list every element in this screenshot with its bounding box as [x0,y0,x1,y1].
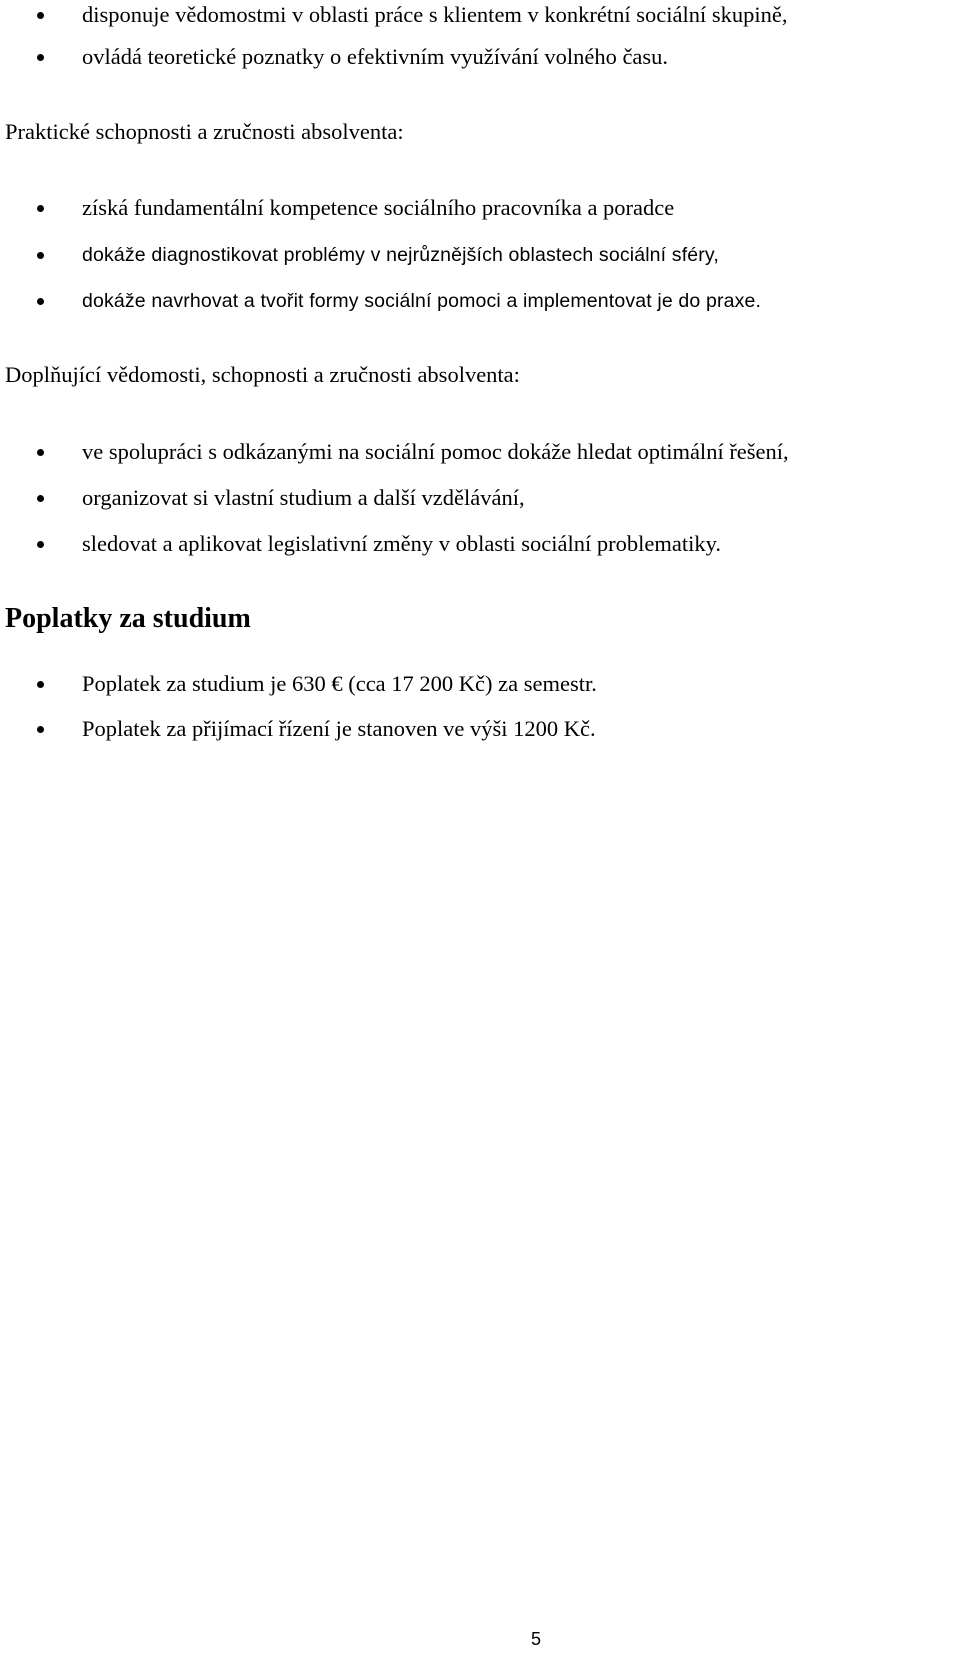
bullet-icon [37,54,44,61]
bullet-icon [37,252,44,259]
bullet-icon [37,449,44,456]
bullet-icon [37,12,44,19]
bullet-icon [37,726,44,733]
list-item-text: ve spolupráci s odkázanými na sociální pomoc dokáže hledat optimální řešení, [82,439,789,464]
bullet-icon [37,298,44,305]
bullet-icon [37,205,44,212]
additional-skills-intro: Doplňující vědomosti, schopnosti a zručnosti absolventa: [5,362,520,387]
list-item-text: sledovat a aplikovat legislativní změny v oblasti sociální problematiky. [82,531,722,556]
practical-skills-intro: Praktické schopnosti a zručnosti absolventa: [5,119,404,144]
list-item-text: disponuje vědomostmi v oblasti práce s klientem v konkrétní sociální skupině, [82,2,788,27]
bullet-icon [37,495,44,502]
fees-heading: Poplatky za studium [5,603,251,634]
page-number: 5 [530,1629,541,1649]
list-item-text: dokáže diagnostikovat problémy v nejrůznějších oblastech sociální sféry, [82,244,719,266]
list-item-text: dokáže navrhovat a tvořit formy sociální pomoci a implementovat je do praxe. [82,290,762,312]
list-item-text: Poplatek za studium je 630 € (cca 17 200 Kč) za semestr. [82,671,597,696]
bullet-icon [37,541,44,548]
bullet-icon [37,681,44,688]
list-item-text: Poplatek za přijímací řízení je stanoven ve výši 1200 Kč. [82,716,596,741]
list-item-text: organizovat si vlastní studium a další vzdělávání, [82,485,525,510]
list-item-text: ovládá teoretické poznatky o efektivním využívání volného času. [82,44,669,69]
list-item-text: získá fundamentální kompetence sociálního pracovníka a poradce [82,195,675,220]
